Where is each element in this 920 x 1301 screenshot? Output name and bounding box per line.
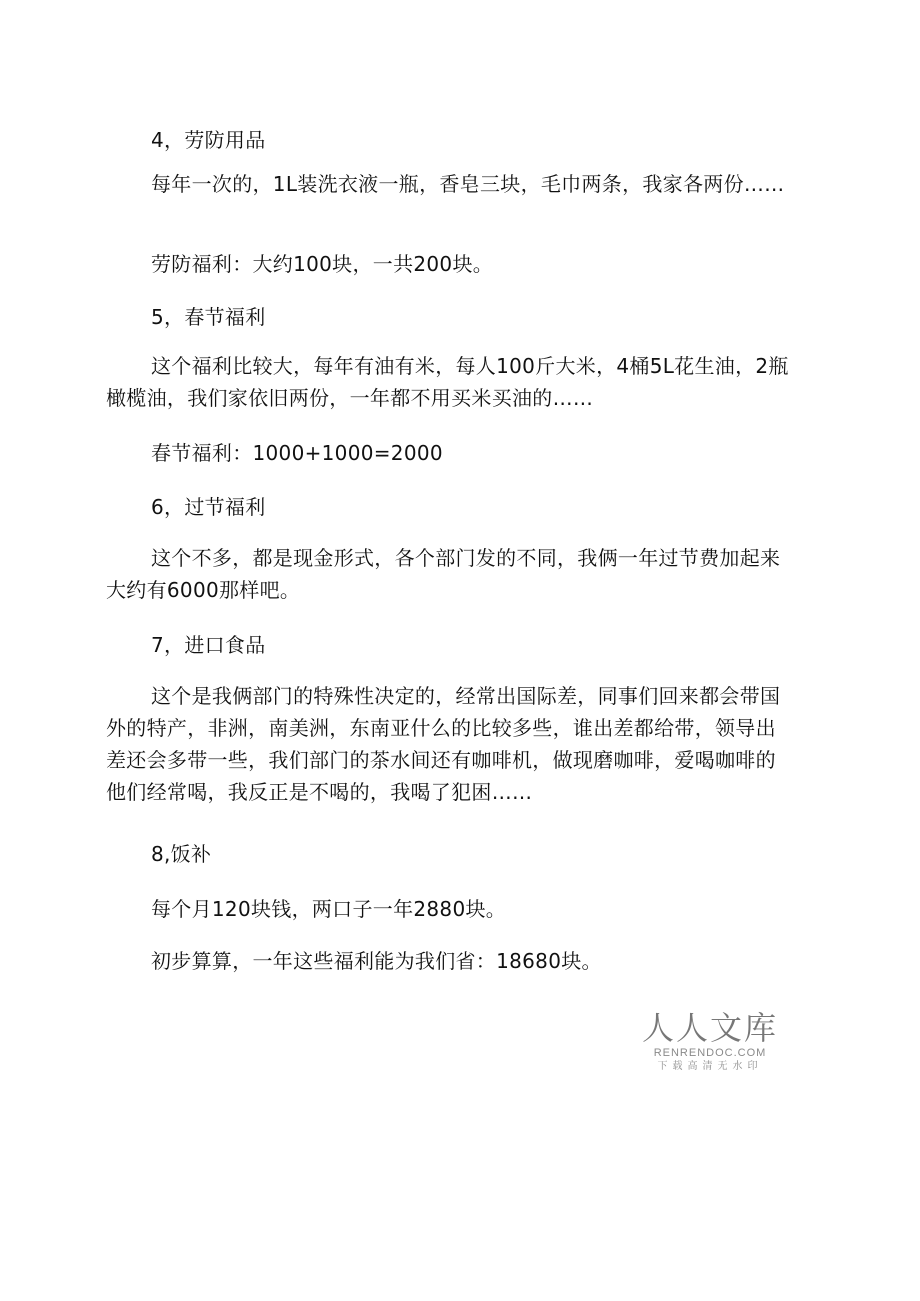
paragraph-summary: 初步算算，一年这些福利能为我们省：18680块。 [151, 949, 602, 973]
paragraph-labor-protection-value: 劳防福利：大约100块，一共200块。 [151, 252, 494, 276]
watermark-subtitle: 下载高清无水印 [657, 1061, 763, 1072]
watermark-title: 人人文库 [641, 1009, 778, 1047]
section-heading-imported-food: 7，进口食品 [151, 633, 266, 657]
paragraph-labor-protection-items: 每年一次的，1L装洗衣液一瓶，香皂三块，毛巾两条，我家各两份…… [151, 172, 785, 196]
section-heading-meal-allowance: 8,饭补 [151, 842, 212, 866]
watermark-logo [640, 1010, 780, 1074]
paragraph-holiday: 这个不多，都是现金形式，各个部门发的不同，我俩一年过节费加起来大约有6000那样吧。 [106, 546, 781, 602]
paragraph-spring-festival-items: 这个福利比较大，每年有油有米，每人100斤大米，4桶5L花生油，2瓶橄榄油，我们家依旧两份，一年都不用买米买油的…… [106, 354, 789, 410]
paragraph-imported-food: 这个是我俩部门的特殊性决定的，经常出国际差，同事们回来都会带国外的特产，非洲，南美洲，东南亚什么的比较多些，谁出差都给带，领导出差还会多带一些，我们部门的茶水间还有咖啡机，做现磨咖啡，爱喝咖啡的他们经常喝，我反正是不喝的，我喝了犯困…… [106, 684, 781, 804]
paragraph-meal-allowance: 每个月120块钱，两口子一年2880块。 [151, 897, 507, 921]
section-heading-holiday: 6，过节福利 [151, 495, 266, 519]
section-heading-spring-festival: 5，春节福利 [151, 305, 266, 329]
watermark-url: RENRENDOC.COM [653, 1047, 767, 1059]
paragraph-spring-festival-value: 春节福利：1000+1000=2000 [151, 441, 443, 465]
section-heading-labor-protection: 4，劳防用品 [151, 128, 266, 152]
